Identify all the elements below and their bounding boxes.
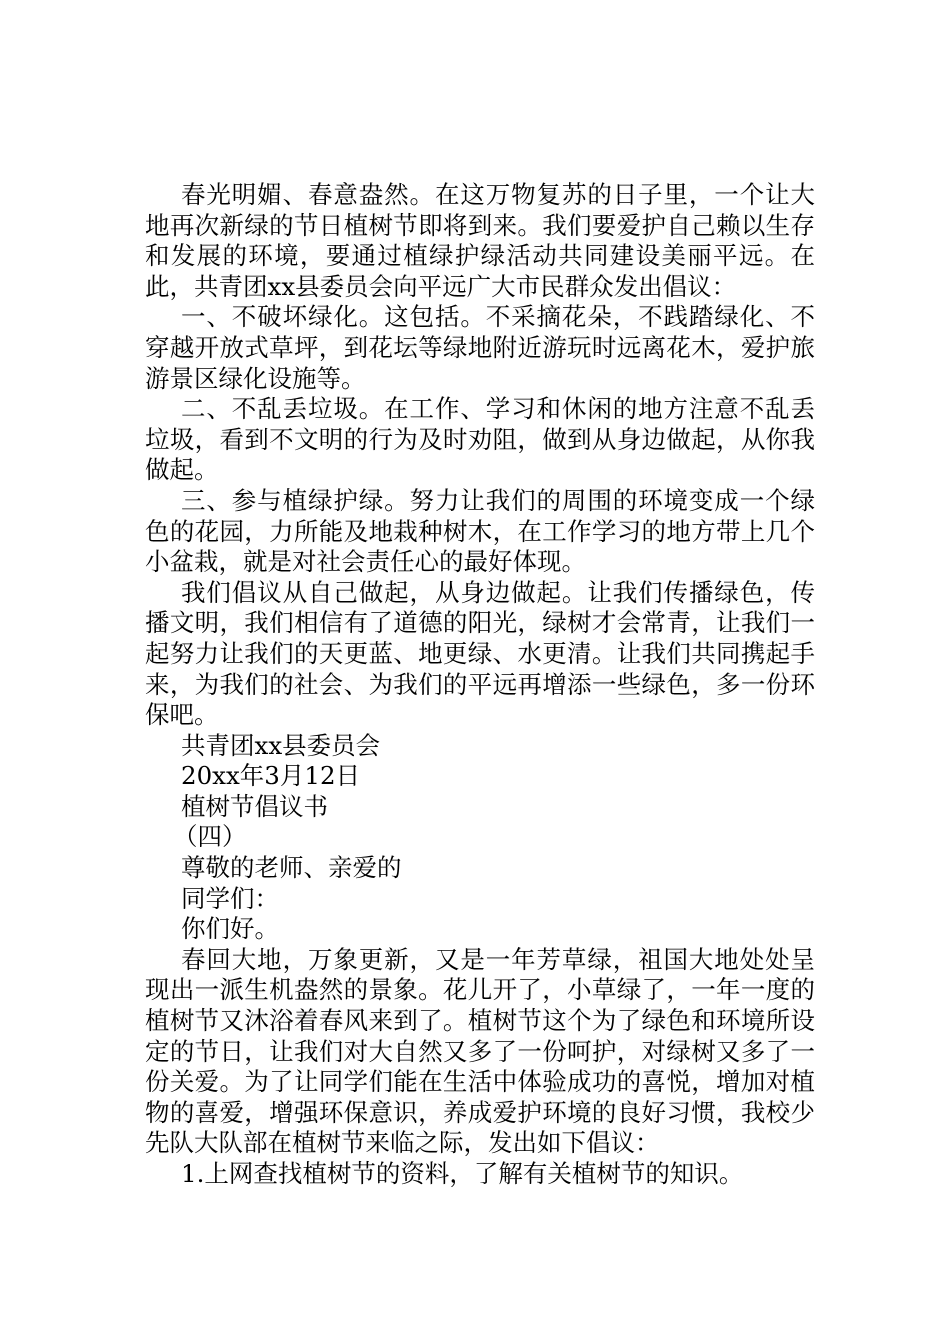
signature: 共青团xx县委员会 <box>181 730 381 760</box>
paragraph-item-1: 1.上网查找植树节的资料，了解有关植树节的知识。 <box>181 1159 744 1188</box>
greeting: 你们好。 <box>181 914 279 944</box>
paragraph-intro: 春光明媚、春意盎然。在这万物复苏的日子里，一个让大地再次新绿的节日植树节即将到来。我们要爱护自己赖以生存和发展的环境，要通过植绿护绿活动共同建设美丽平远。在此，共青团xx县委员会向平远广大市民群众发出倡议： <box>145 180 815 301</box>
paragraph-point-1: 一、不破坏绿化。这包括。不采摘花朵，不践踏绿化、不穿越开放式草坪，到花坛等绿地附近游玩时远离花木，爱护旅游景区绿化设施等。 <box>145 302 815 393</box>
paragraph-spring: 春回大地，万象更新，又是一年芳草绿，祖国大地处处呈现出一派生机盎然的景象。花儿开了，小草绿了，一年一度的植树节又沐浴着春风来到了。植树节这个为了绿色和环境所设定的节日，让我们对大自然又多了一份呵护，对绿树又多了一份关爱。为了让同学们能在生活中体验成功的喜悦，增加对植物的喜爱，增强环保意识，养成爱护环境的良好习惯，我校少先队大队部在植树节来临之际，发出如下倡议： <box>145 944 815 1158</box>
section-number: （四） <box>173 822 247 852</box>
salutation-line-2: 同学们： <box>181 883 279 913</box>
document-body <box>145 180 815 1190</box>
paragraph-point-2: 二、不乱丢垃圾。在工作、学习和休闲的地方注意不乱丢垃圾，看到不文明的行为及时劝阻，做到从身边做起，从你我做起。 <box>145 394 815 485</box>
date: 20xx年3月12日 <box>181 761 361 791</box>
paragraph-closing: 我们倡议从自己做起，从身边做起。让我们传播绿色，传播文明，我们相信有了道德的阳光，绿树才会常青，让我们一起努力让我们的天更蓝、地更绿、水更清。让我们共同携起手来，为我们的社会、为我们的平远再增添一些绿色，多一份环保吧。 <box>145 577 815 730</box>
paragraph-point-3: 三、参与植绿护绿。努力让我们的周围的环境变成一个绿色的花园，力所能及地栽种树木，在工作学习的地方带上几个小盆栽，就是对社会责任心的最好体现。 <box>145 485 815 577</box>
document-title: 植树节倡议书 <box>181 791 328 821</box>
salutation-line-1: 尊敬的老师、亲爱的 <box>181 853 402 883</box>
